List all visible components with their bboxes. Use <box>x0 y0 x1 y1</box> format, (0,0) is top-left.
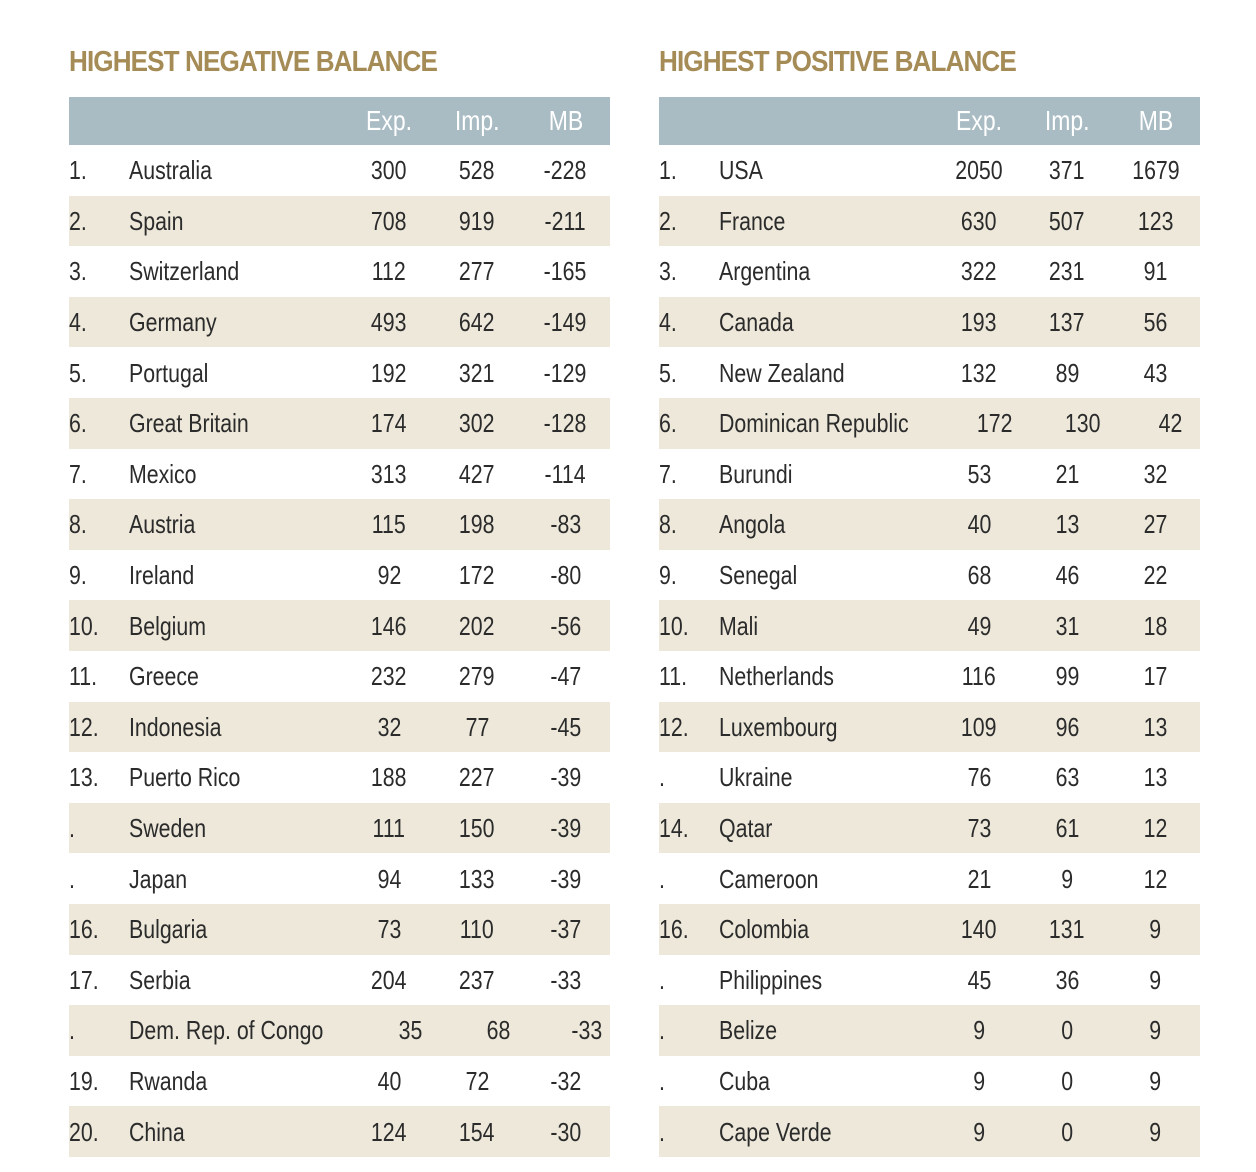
mb-cell: 1679 <box>1131 155 1180 186</box>
imp-cell: 68 <box>486 1015 510 1046</box>
mb-cell: -211 <box>544 205 587 236</box>
header-imp: Imp. <box>454 105 500 136</box>
exp-cell: 94 <box>377 863 401 894</box>
country-cell: Qatar <box>719 813 773 844</box>
rank-cell: . <box>69 863 75 894</box>
table-row <box>69 1106 610 1157</box>
exp-cell: 68 <box>967 560 991 591</box>
exp-cell: 2050 <box>955 155 1003 186</box>
table-row <box>659 904 1200 955</box>
exp-cell: 9 <box>973 1116 985 1147</box>
country-cell: Dem. Rep. of Congo <box>129 1015 324 1046</box>
country-cell: Ukraine <box>719 762 793 793</box>
table-row <box>659 297 1200 348</box>
exp-cell: 40 <box>377 1065 401 1096</box>
rank-cell: 2. <box>69 205 87 236</box>
rank-cell: . <box>659 1065 665 1096</box>
mb-cell: 13 <box>1143 762 1168 793</box>
table-row <box>69 1056 610 1107</box>
country-cell: Luxembourg <box>719 711 838 742</box>
rank-cell: 10. <box>659 610 689 641</box>
mb-cell: -33 <box>571 1015 602 1046</box>
imp-cell: 0 <box>1061 1015 1073 1046</box>
rank-cell: 12. <box>69 711 99 742</box>
country-cell: Switzerland <box>129 256 240 287</box>
exp-cell: 313 <box>371 458 407 489</box>
mb-cell: 12 <box>1143 813 1168 844</box>
mb-cell: -32 <box>550 1065 581 1096</box>
rank-cell: . <box>69 813 75 844</box>
rank-cell: 5. <box>69 357 87 388</box>
mb-cell: 27 <box>1143 509 1168 540</box>
rank-cell: 6. <box>69 408 87 439</box>
country-cell: Burundi <box>719 458 793 489</box>
rank-cell: 11. <box>659 661 688 692</box>
table-row <box>69 499 610 550</box>
mb-cell: -39 <box>550 762 581 793</box>
imp-cell: 131 <box>1049 914 1085 945</box>
country-cell: Canada <box>719 307 794 338</box>
rank-cell: . <box>659 1116 665 1147</box>
exp-cell: 174 <box>371 408 407 439</box>
negative-table-body <box>69 145 610 1157</box>
mb-cell: -228 <box>544 155 587 186</box>
mb-cell: -129 <box>544 357 587 388</box>
negative-balance-panel <box>69 40 610 1157</box>
table-row <box>659 651 1200 702</box>
table-row <box>659 347 1200 398</box>
mb-cell: 12 <box>1143 863 1168 894</box>
exp-cell: 49 <box>967 610 991 641</box>
rank-cell: 9. <box>659 560 677 591</box>
imp-cell: 150 <box>459 813 495 844</box>
mb-cell: 91 <box>1143 256 1168 287</box>
mb-cell: -165 <box>544 256 587 287</box>
country-cell: Germany <box>129 307 217 338</box>
imp-cell: 72 <box>465 1065 489 1096</box>
rank-cell: 7. <box>69 458 87 489</box>
imp-cell: 279 <box>459 661 495 692</box>
exp-cell: 493 <box>371 307 407 338</box>
country-cell: China <box>129 1116 185 1147</box>
exp-cell: 9 <box>973 1065 985 1096</box>
imp-cell: 130 <box>1064 408 1101 439</box>
imp-cell: 89 <box>1055 357 1079 388</box>
exp-cell: 193 <box>961 307 997 338</box>
exp-cell: 322 <box>961 256 997 287</box>
table-row <box>69 398 610 449</box>
imp-cell: 137 <box>1049 307 1085 338</box>
negative-table-header <box>69 97 610 145</box>
positive-table-body <box>659 145 1200 1157</box>
imp-cell: 31 <box>1055 610 1079 641</box>
rank-cell: 14. <box>659 813 689 844</box>
rank-cell: 5. <box>659 357 677 388</box>
mb-cell: -80 <box>550 560 581 591</box>
mb-cell: -47 <box>550 661 581 692</box>
rank-cell: 1. <box>659 155 677 186</box>
imp-cell: 36 <box>1055 964 1079 995</box>
exp-cell: 708 <box>371 205 407 236</box>
rank-cell: 13. <box>69 762 99 793</box>
mb-cell: 42 <box>1158 408 1183 439</box>
mb-cell: -149 <box>544 307 587 338</box>
rank-cell: 2. <box>659 205 677 236</box>
mb-cell: -128 <box>544 408 587 439</box>
table-row <box>659 1106 1200 1157</box>
table-row <box>659 550 1200 601</box>
imp-cell: 231 <box>1049 256 1085 287</box>
rank-cell: 6. <box>659 408 677 439</box>
imp-cell: 202 <box>459 610 495 641</box>
imp-cell: 77 <box>465 711 489 742</box>
exp-cell: 92 <box>377 560 401 591</box>
table-row <box>69 803 610 854</box>
rank-cell: 4. <box>69 307 87 338</box>
mb-cell: -39 <box>550 863 581 894</box>
country-cell: Greece <box>129 661 199 692</box>
imp-cell: 110 <box>459 914 494 945</box>
imp-cell: 0 <box>1061 1116 1073 1147</box>
mb-cell: -37 <box>550 914 581 945</box>
imp-cell: 237 <box>459 964 495 995</box>
imp-cell: 9 <box>1061 863 1073 894</box>
header-exp: Exp. <box>366 105 412 136</box>
exp-cell: 140 <box>961 914 997 945</box>
country-cell: Belgium <box>129 610 207 641</box>
header-imp: Imp. <box>1044 105 1090 136</box>
country-cell: Angola <box>719 509 786 540</box>
rank-cell: 1. <box>69 155 87 186</box>
rank-cell: . <box>659 964 665 995</box>
exp-cell: 73 <box>377 914 401 945</box>
table-row <box>69 550 610 601</box>
imp-cell: 154 <box>459 1116 495 1147</box>
table-row <box>659 1056 1200 1107</box>
header-mb: MB <box>1138 105 1173 136</box>
country-cell: Ireland <box>129 560 195 591</box>
mb-cell: 56 <box>1143 307 1168 338</box>
imp-cell: 0 <box>1061 1065 1073 1096</box>
mb-cell: 9 <box>1149 964 1162 995</box>
country-cell: New Zealand <box>719 357 845 388</box>
country-cell: Senegal <box>719 560 798 591</box>
country-cell: Portugal <box>129 357 209 388</box>
table-row <box>69 297 610 348</box>
rank-cell: . <box>659 1015 665 1046</box>
country-cell: Belize <box>719 1015 778 1046</box>
positive-balance-title: HIGHEST POSITIVE BALANCE <box>659 46 1016 78</box>
imp-cell: 198 <box>459 509 495 540</box>
rank-cell: 11. <box>69 661 98 692</box>
exp-cell: 232 <box>371 661 407 692</box>
mb-cell: 9 <box>1149 1015 1162 1046</box>
table-row <box>69 449 610 500</box>
mb-cell: -114 <box>544 458 587 489</box>
imp-cell: 227 <box>459 762 495 793</box>
header-mb: MB <box>548 105 583 136</box>
mb-cell: -83 <box>550 509 581 540</box>
imp-cell: 302 <box>459 408 495 439</box>
rank-cell: 19. <box>69 1065 99 1096</box>
imp-cell: 371 <box>1049 155 1085 186</box>
exp-cell: 146 <box>371 610 407 641</box>
mb-cell: 22 <box>1143 560 1168 591</box>
mb-cell: 9 <box>1149 914 1162 945</box>
exp-cell: 73 <box>967 813 991 844</box>
rank-cell: . <box>659 762 665 793</box>
country-cell: Great Britain <box>129 408 249 439</box>
exp-cell: 76 <box>967 762 991 793</box>
negative-balance-title: HIGHEST NEGATIVE BALANCE <box>69 46 438 78</box>
exp-cell: 172 <box>976 408 1013 439</box>
country-cell: Bulgaria <box>129 914 208 945</box>
mb-cell: 9 <box>1149 1116 1162 1147</box>
exp-cell: 109 <box>961 711 997 742</box>
mb-cell: 32 <box>1143 458 1168 489</box>
country-cell: Cape Verde <box>719 1116 832 1147</box>
mb-cell: 13 <box>1143 711 1168 742</box>
country-cell: Colombia <box>719 914 810 945</box>
country-cell: Cameroon <box>719 863 819 894</box>
country-cell: Spain <box>129 205 184 236</box>
imp-cell: 919 <box>459 205 495 236</box>
imp-cell: 427 <box>459 458 495 489</box>
table-row <box>69 702 610 753</box>
imp-cell: 172 <box>459 560 495 591</box>
imp-cell: 507 <box>1049 205 1085 236</box>
imp-cell: 321 <box>459 357 495 388</box>
imp-cell: 61 <box>1055 813 1079 844</box>
table-row <box>69 955 610 1006</box>
country-cell: Mexico <box>129 458 197 489</box>
exp-cell: 188 <box>371 762 407 793</box>
imp-cell: 63 <box>1055 762 1079 793</box>
header-exp: Exp. <box>956 105 1002 136</box>
mb-cell: -33 <box>550 964 581 995</box>
exp-cell: 112 <box>371 256 406 287</box>
exp-cell: 115 <box>371 509 406 540</box>
table-row <box>69 853 610 904</box>
table-row <box>659 803 1200 854</box>
exp-cell: 116 <box>961 661 996 692</box>
imp-cell: 96 <box>1055 711 1079 742</box>
mb-cell: 18 <box>1143 610 1168 641</box>
imp-cell: 99 <box>1055 661 1079 692</box>
rank-cell: 8. <box>659 509 677 540</box>
exp-cell: 300 <box>371 155 407 186</box>
imp-cell: 21 <box>1055 458 1079 489</box>
country-cell: Australia <box>129 155 212 186</box>
exp-cell: 35 <box>398 1015 422 1046</box>
mb-cell: 17 <box>1143 661 1168 692</box>
table-row <box>659 145 1200 196</box>
rank-cell: 7. <box>659 458 677 489</box>
rank-cell: 17. <box>69 964 99 995</box>
country-cell: Sweden <box>129 813 207 844</box>
exp-cell: 111 <box>372 813 406 844</box>
imp-cell: 13 <box>1055 509 1079 540</box>
rank-cell: . <box>659 863 665 894</box>
mb-cell: -39 <box>550 813 581 844</box>
imp-cell: 46 <box>1055 560 1079 591</box>
country-cell: Indonesia <box>129 711 222 742</box>
country-cell: Puerto Rico <box>129 762 241 793</box>
table-row <box>659 499 1200 550</box>
country-cell: Argentina <box>719 256 811 287</box>
exp-cell: 630 <box>961 205 997 236</box>
exp-cell: 21 <box>967 863 991 894</box>
exp-cell: 124 <box>371 1116 407 1147</box>
positive-table-header <box>659 97 1200 145</box>
exp-cell: 45 <box>967 964 991 995</box>
positive-balance-panel <box>659 40 1200 1157</box>
country-cell: Serbia <box>129 964 191 995</box>
rank-cell: 12. <box>659 711 689 742</box>
exp-cell: 204 <box>371 964 407 995</box>
table-row <box>659 196 1200 247</box>
exp-cell: 32 <box>377 711 401 742</box>
table-row <box>69 651 610 702</box>
table-row <box>659 752 1200 803</box>
table-row <box>69 600 610 651</box>
country-cell: Netherlands <box>719 661 834 692</box>
table-row <box>69 347 610 398</box>
country-cell: Cuba <box>719 1065 770 1096</box>
country-cell: Dominican Republic <box>719 408 909 439</box>
table-row <box>69 904 610 955</box>
mb-cell: 43 <box>1143 357 1168 388</box>
country-cell: Austria <box>129 509 196 540</box>
imp-cell: 528 <box>459 155 495 186</box>
rank-cell: 3. <box>69 256 87 287</box>
table-row <box>659 955 1200 1006</box>
mb-cell: 123 <box>1137 205 1174 236</box>
rank-cell: . <box>69 1015 75 1046</box>
table-row <box>69 1005 610 1056</box>
table-row <box>659 398 1200 449</box>
mb-cell: -30 <box>550 1116 581 1147</box>
table-row <box>659 246 1200 297</box>
country-cell: Mali <box>719 610 759 641</box>
rank-cell: 3. <box>659 256 677 287</box>
exp-cell: 9 <box>973 1015 985 1046</box>
exp-cell: 132 <box>961 357 997 388</box>
country-cell: Rwanda <box>129 1065 208 1096</box>
exp-cell: 192 <box>371 357 407 388</box>
table-row <box>659 853 1200 904</box>
mb-cell: -56 <box>550 610 581 641</box>
country-cell: Philippines <box>719 964 823 995</box>
country-cell: France <box>719 205 786 236</box>
exp-cell: 53 <box>967 458 991 489</box>
table-row <box>659 449 1200 500</box>
country-cell: Japan <box>129 863 188 894</box>
table-row <box>659 1005 1200 1056</box>
table-row <box>69 752 610 803</box>
mb-cell: 9 <box>1149 1065 1162 1096</box>
rank-cell: 4. <box>659 307 677 338</box>
table-row <box>69 246 610 297</box>
table-row <box>659 702 1200 753</box>
rank-cell: 16. <box>69 914 99 945</box>
table-row <box>69 196 610 247</box>
imp-cell: 133 <box>459 863 495 894</box>
rank-cell: 8. <box>69 509 87 540</box>
rank-cell: 16. <box>659 914 689 945</box>
country-cell: USA <box>719 155 763 186</box>
mb-cell: -45 <box>550 711 581 742</box>
rank-cell: 9. <box>69 560 87 591</box>
imp-cell: 277 <box>459 256 495 287</box>
exp-cell: 40 <box>967 509 991 540</box>
table-row <box>659 600 1200 651</box>
rank-cell: 20. <box>69 1116 99 1147</box>
table-row <box>69 145 610 196</box>
imp-cell: 642 <box>459 307 495 338</box>
rank-cell: 10. <box>69 610 99 641</box>
